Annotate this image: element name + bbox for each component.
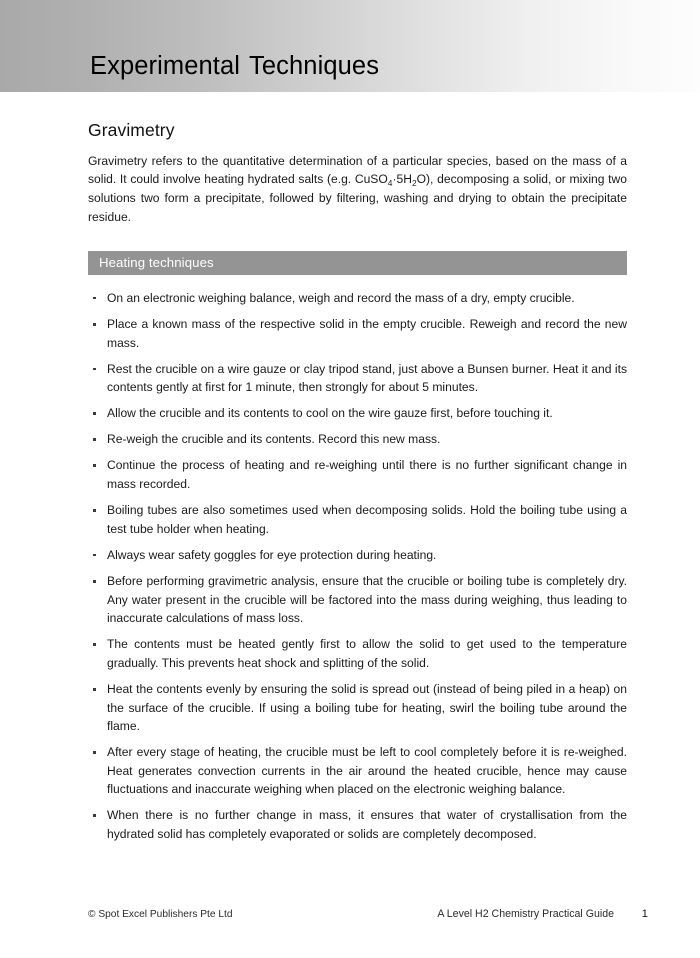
page-body bbox=[0, 92, 700, 851]
footer-copyright: © Spot Excel Publishers Pte Ltd bbox=[88, 909, 233, 920]
formula-end: O), bbox=[416, 172, 434, 187]
list-item: Always wear safety goggles for eye protection during heating. bbox=[88, 546, 627, 565]
list-item: When there is no further change in mass, it ensures that water of crystallisation from the hydrated solid has completely evaporated or solids are completely decomposed. bbox=[88, 806, 627, 843]
list-item: Boiling tubes are also sometimes used when decomposing solids. Hold the boiling tube using a test tube holder when heating. bbox=[88, 501, 627, 538]
formula-middle: ·5H bbox=[392, 172, 412, 187]
intro-text-before-formula: Gravimetry refers to the quantitative determination of a particular species, based on the mass of a solid. It could involve heating hydrated salts (e.g. CuSO bbox=[88, 154, 627, 187]
list-item: Continue the process of heating and re-weighing until there is no further significant change in mass recorded. bbox=[88, 456, 627, 493]
list-item: The contents must be heated gently first to allow the solid to get used to the temperature gradually. This prevents heat shock and splitting of the solid. bbox=[88, 635, 627, 672]
list-item: Rest the crucible on a wire gauze or clay tripod stand, just above a Bunsen burner. Heat it and its contents gently at first for 1 minute, then strongly for about 5 minutes. bbox=[88, 360, 627, 397]
section-heading-gravimetry: Gravimetry bbox=[88, 120, 175, 140]
page-title-word-2: Techniques bbox=[249, 52, 380, 80]
footer-guide-title: A Level H2 Chemistry Practical Guide bbox=[437, 908, 614, 920]
page-title bbox=[90, 52, 379, 81]
list-item: Before performing gravimetric analysis, ensure that the crucible or boiling tube is completely dry. Any water present in the crucible will be factored into the mass during weighing, thus leading to inaccurate calculations of mass loss. bbox=[88, 572, 627, 628]
list-item: Place a known mass of the respective solid in the empty crucible. Reweigh and record the new mass. bbox=[88, 315, 627, 352]
page-title-word-1: Experimental bbox=[90, 52, 241, 80]
list-item: Allow the crucible and its contents to cool on the wire gauze first, before touching it. bbox=[88, 404, 627, 423]
formula-subscript-4: 4 bbox=[387, 177, 393, 188]
content-column bbox=[88, 120, 627, 844]
page-footer bbox=[88, 908, 648, 920]
list-item: After every stage of heating, the crucible must be left to cool completely before it is re-weighed. Heat generates convection currents in the air around the heated crucible, hence may cause fluctuations and inaccurate weighing when placed on the electronic weighing balance. bbox=[88, 743, 627, 799]
intro-text-after-formula: decomposing a solid, or mixing two solutions two form a precipitate, followed by filtering, washing and drying to obtain the precipitate residue. bbox=[88, 172, 627, 224]
formula-subscript-2: 2 bbox=[411, 177, 417, 188]
list-item: Re-weigh the crucible and its contents. Record this new mass. bbox=[88, 430, 627, 449]
intro-paragraph bbox=[88, 152, 627, 226]
page-header-band bbox=[0, 0, 700, 92]
list-item: On an electronic weighing balance, weigh and record the mass of a dry, empty crucible. bbox=[88, 289, 627, 308]
heating-techniques-list bbox=[88, 289, 627, 844]
list-item: Heat the contents evenly by ensuring the solid is spread out (instead of being piled in a heap) on the surface of the crucible. If using a boiling tube for heating, swirl the boiling tube around the flame. bbox=[88, 680, 627, 736]
subsection-bar-heating-techniques: Heating techniques bbox=[88, 251, 627, 275]
footer-page-number: 1 bbox=[641, 908, 648, 920]
